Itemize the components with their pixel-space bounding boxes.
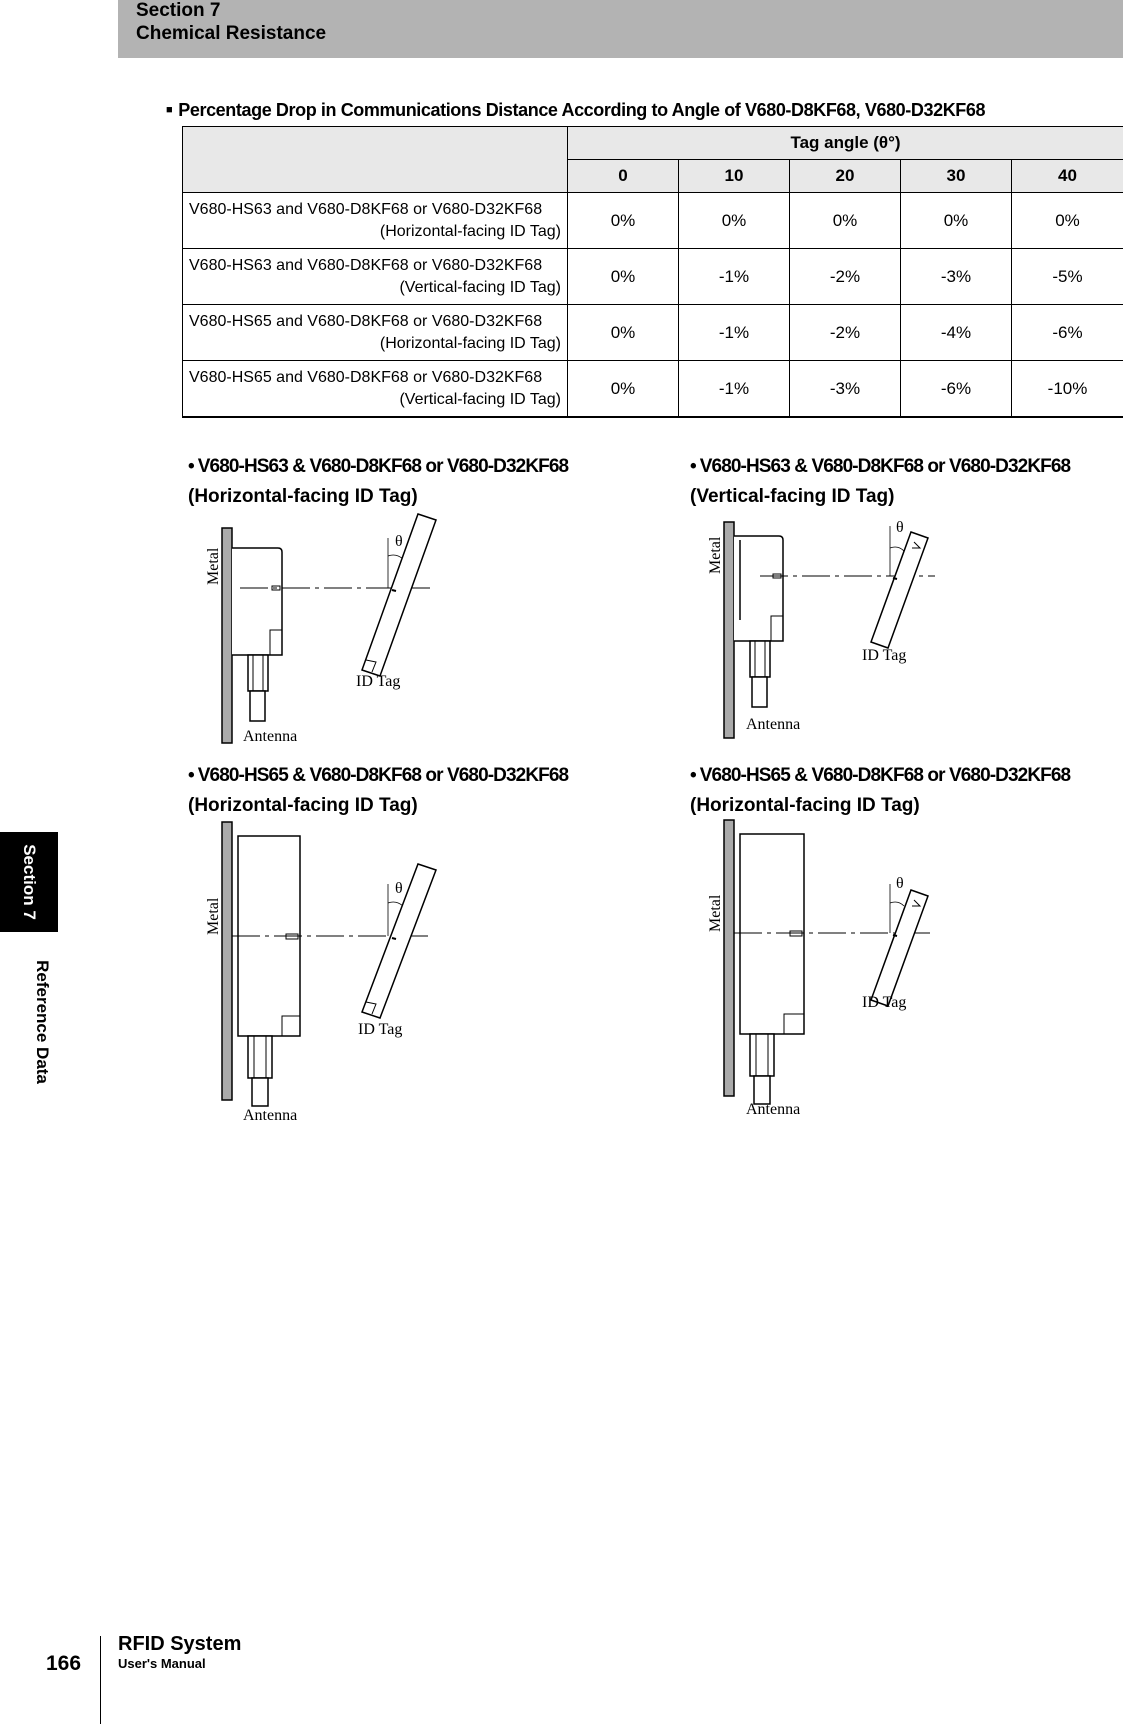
theta-label: θ bbox=[896, 875, 904, 892]
table-cell: 0% bbox=[790, 193, 901, 249]
antenna-cable bbox=[752, 677, 767, 707]
side-tab-section-label: Section 7 bbox=[20, 844, 39, 920]
header-section-label: Section 7 bbox=[136, 0, 221, 21]
table-cell: -4% bbox=[901, 305, 1012, 361]
footer-title: RFID System bbox=[118, 1633, 242, 1655]
table-cell: -1% bbox=[679, 249, 790, 305]
table-cell: 0% bbox=[568, 249, 679, 305]
metal-label: Metal bbox=[205, 897, 222, 935]
antenna-cable-neck bbox=[750, 641, 770, 677]
id-tag-label: ID Tag bbox=[356, 673, 401, 690]
row-label: V680-HS63 and V680-D8KF68 or V680-D32KF68 (Vertical-facing ID Tag) bbox=[183, 249, 568, 305]
table-cell: 0% bbox=[568, 361, 679, 418]
id-tag-label: ID Tag bbox=[862, 647, 907, 664]
antenna-body bbox=[734, 536, 783, 641]
angle-header: 40 bbox=[1012, 160, 1123, 193]
figure-1-diagram bbox=[205, 514, 436, 745]
id-tag bbox=[871, 532, 928, 648]
antenna-cable-neck bbox=[248, 1036, 272, 1078]
metal-plate bbox=[222, 528, 232, 743]
antenna-cable-neck bbox=[750, 1034, 774, 1076]
figure-2-diagram bbox=[707, 519, 935, 738]
metal-label: Metal bbox=[205, 547, 222, 585]
antenna-cable bbox=[252, 1078, 268, 1106]
figure-title-hs63-vertical: • V680-HS63 & V680-D8KF68 or V680-D32KF68 (Vertical-facing ID Tag) bbox=[690, 456, 1071, 507]
figure-3-diagram bbox=[205, 822, 436, 1124]
table-cell: -10% bbox=[1012, 361, 1123, 418]
id-tag bbox=[871, 890, 928, 1006]
figure-title-hs63-horizontal: • V680-HS63 & V680-D8KF68 or V680-D32KF68 (Horizontal-facing ID Tag) bbox=[188, 456, 569, 507]
angle-header: 0 bbox=[568, 160, 679, 193]
metal-plate bbox=[724, 522, 734, 738]
antenna-label: Antenna bbox=[243, 1107, 298, 1124]
antenna-label: Antenna bbox=[746, 1101, 801, 1118]
figure-4-diagram bbox=[707, 820, 935, 1118]
antenna-cable bbox=[754, 1076, 770, 1104]
header-section-title: Chemical Resistance bbox=[136, 23, 327, 44]
metal-label: Metal bbox=[707, 536, 724, 574]
table-cell: 0% bbox=[901, 193, 1012, 249]
footer-subtitle: User's Manual bbox=[118, 1656, 206, 1671]
theta-label: θ bbox=[395, 533, 403, 550]
row-label: V680-HS65 and V680-D8KF68 or V680-D32KF68 (Horizontal-facing ID Tag) bbox=[183, 305, 568, 361]
metal-plate bbox=[724, 820, 734, 1096]
metal-plate bbox=[222, 822, 232, 1100]
row-label: V680-HS63 and V680-D8KF68 or V680-D32KF68 (Horizontal-facing ID Tag) bbox=[183, 193, 568, 249]
angle-header: 20 bbox=[790, 160, 901, 193]
table-cell: -2% bbox=[790, 249, 901, 305]
antenna-label: Antenna bbox=[746, 716, 801, 733]
table-cell: 0% bbox=[679, 193, 790, 249]
theta-label: θ bbox=[896, 519, 904, 536]
angle-header: 10 bbox=[679, 160, 790, 193]
table-cell: -5% bbox=[1012, 249, 1123, 305]
metal-label: Metal bbox=[707, 894, 724, 932]
table-cell: -1% bbox=[679, 361, 790, 418]
row-label: V680-HS65 and V680-D8KF68 or V680-D32KF68 (Vertical-facing ID Tag) bbox=[183, 361, 568, 418]
table-cell: 0% bbox=[568, 305, 679, 361]
table-cell: -3% bbox=[901, 249, 1012, 305]
antenna-label: Antenna bbox=[243, 728, 298, 745]
table-cell: -2% bbox=[790, 305, 901, 361]
antenna-cable-neck bbox=[248, 655, 268, 691]
table-cell: 0% bbox=[1012, 193, 1123, 249]
figure-title-hs65-horizontal: • V680-HS65 & V680-D8KF68 or V680-D32KF68 (Horizontal-facing ID Tag) bbox=[188, 765, 569, 816]
footer-divider bbox=[100, 1636, 101, 1724]
angle-header: 30 bbox=[901, 160, 1012, 193]
table-cell: 0% bbox=[568, 193, 679, 249]
figure-title-hs65-horizontal-2: • V680-HS65 & V680-D8KF68 or V680-D32KF68 (Horizontal-facing ID Tag) bbox=[690, 765, 1071, 816]
side-tab-reference-label: Reference Data bbox=[33, 960, 52, 1084]
id-tag-label: ID Tag bbox=[358, 1021, 403, 1038]
id-tag-label: ID Tag bbox=[862, 994, 907, 1011]
table-cell: -1% bbox=[679, 305, 790, 361]
square-bullet-icon: ■ bbox=[166, 104, 173, 116]
antenna-body bbox=[232, 548, 282, 655]
table-cell: -6% bbox=[901, 361, 1012, 418]
theta-label: θ bbox=[395, 880, 403, 897]
table-cell: -3% bbox=[790, 361, 901, 418]
tag-angle-header: Tag angle (θ°) bbox=[568, 127, 1123, 160]
table-cell: -6% bbox=[1012, 305, 1123, 361]
antenna-cable bbox=[250, 691, 265, 721]
table-heading-text: Percentage Drop in Communications Distance According to Angle of V680-D8KF68, V680-D32KF68 bbox=[178, 100, 986, 120]
page-number: 166 bbox=[46, 1652, 82, 1675]
